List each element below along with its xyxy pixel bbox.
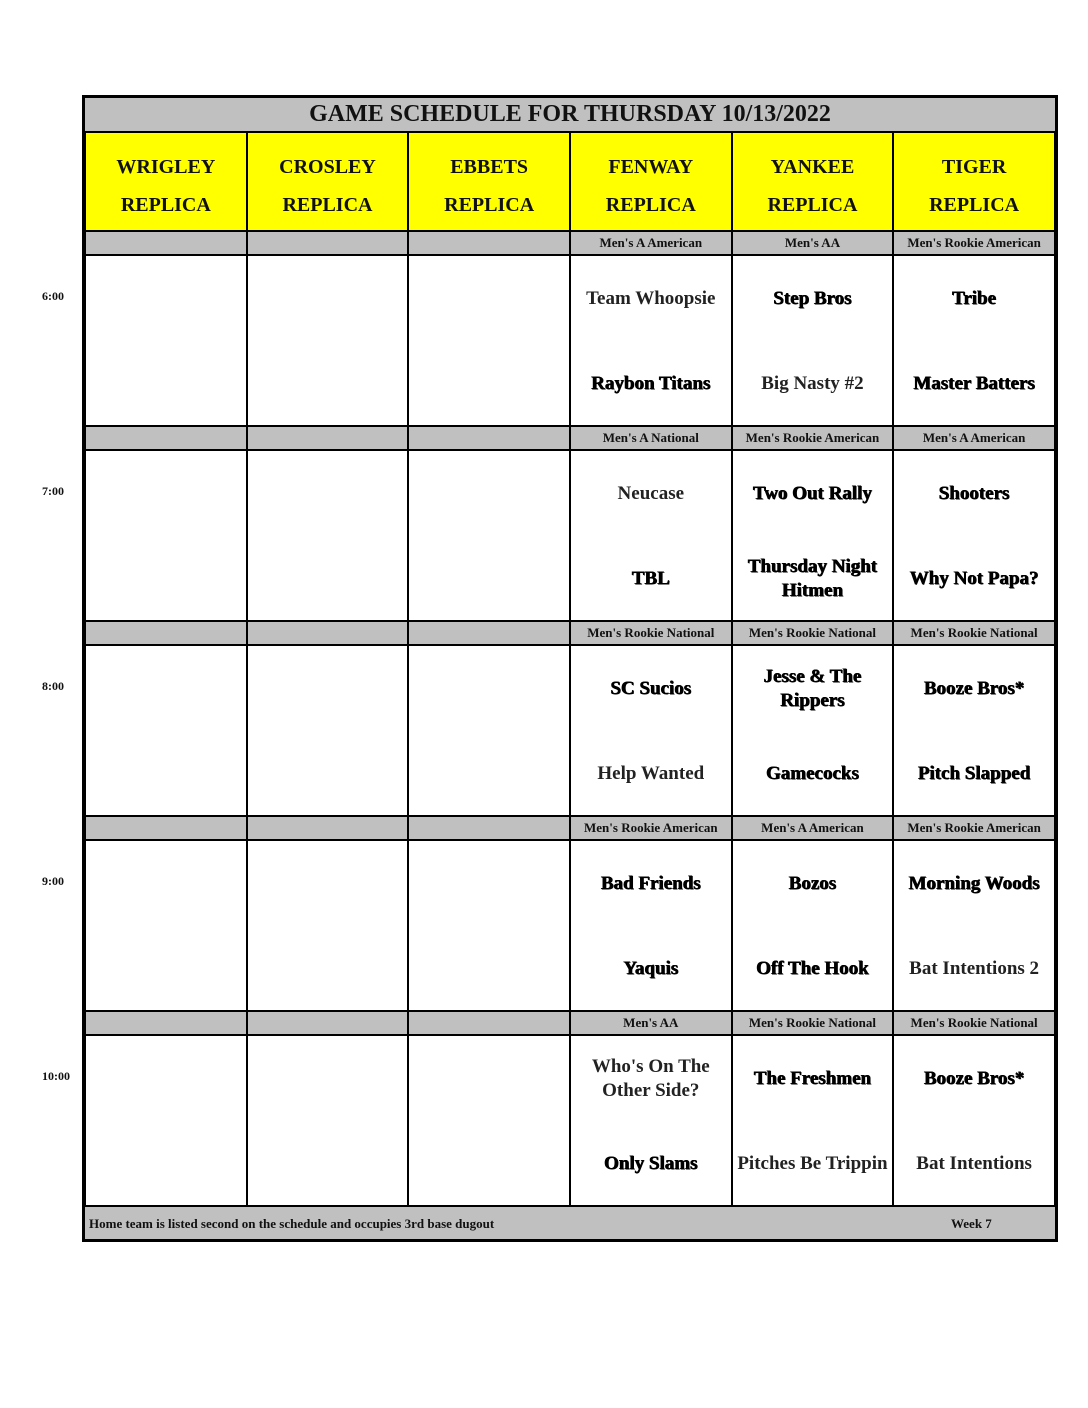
field-subtitle: REPLICA [767,194,858,216]
field-subtitle: REPLICA [120,194,211,216]
game-cell [732,840,894,1011]
league-label [85,1011,247,1035]
league-label: Men's Rookie American [893,231,1055,255]
league-row [85,816,1055,840]
time-label: 9:00 [42,874,64,888]
league-label: Men's Rookie National [893,1011,1055,1035]
away-team: SC Sucios [610,678,692,699]
game-cell [732,645,894,816]
away-team: Morning Woods [908,873,1040,894]
away-team: Bozos [788,873,837,894]
away-team: Neucase [617,483,685,504]
league-row [85,621,1055,645]
empty-game-cell [408,450,570,621]
away-team: Step Bros [773,288,852,309]
field-header-tiger [893,132,1055,231]
league-label: Men's Rookie National [732,621,894,645]
away-team: Jesse & The Rippers [763,666,862,711]
league-label [247,621,409,645]
league-label [85,816,247,840]
game-cell [570,255,732,426]
game-row [85,645,1055,816]
home-team: Gamecocks [766,763,859,784]
game-cell [570,840,732,1011]
empty-game-cell [247,840,409,1011]
home-team: Thursday Night Hitmen [747,556,878,601]
away-team: Two Out Rally [752,483,872,504]
away-team: Booze Bros* [923,678,1025,699]
league-row [85,426,1055,450]
field-header-row [85,132,1055,231]
empty-game-cell [408,255,570,426]
league-label: Men's A American [570,231,732,255]
league-label [247,426,409,450]
away-team: Team Whoopsie [586,288,716,309]
game-cell [570,1035,732,1206]
time-label: 8:00 [42,679,64,693]
game-cell [732,255,894,426]
away-team: Booze Bros* [923,1068,1025,1089]
league-label: Men's AA [732,231,894,255]
game-cell [732,1035,894,1206]
game-cell [570,450,732,621]
away-team: Tribe [952,288,997,309]
empty-game-cell [408,840,570,1011]
time-label: 6:00 [42,289,64,303]
league-label [408,426,570,450]
league-label [247,1011,409,1035]
league-label [85,621,247,645]
time-label: 10:00 [42,1069,70,1083]
league-label: Men's A National [570,426,732,450]
league-label [408,231,570,255]
home-team: Only Slams [604,1153,698,1174]
home-team: Why Not Papa? [909,568,1039,589]
footer-note: Home team is listed second on the schedule and occupies 3rd base dugout [89,1216,495,1231]
field-subtitle: REPLICA [929,194,1020,216]
game-cell [893,840,1055,1011]
field-header-crosley [247,132,409,231]
league-label: Men's A American [893,426,1055,450]
league-label: Men's Rookie American [732,426,894,450]
league-label [408,816,570,840]
field-header-ebbets [408,132,570,231]
home-team: Pitches Be Trippin [737,1153,888,1174]
home-team: Off The Hook [756,958,869,979]
league-label: Men's Rookie National [732,1011,894,1035]
league-label [408,1011,570,1035]
game-cell [893,255,1055,426]
field-header-wrigley [85,132,247,231]
field-subtitle: REPLICA [605,194,696,216]
home-team: TBL [631,568,670,589]
field-name: TIGER [941,156,1007,178]
empty-game-cell [85,1035,247,1206]
empty-game-cell [247,1035,409,1206]
empty-game-cell [85,840,247,1011]
away-team: The Freshmen [753,1068,872,1089]
home-team: Master Batters [913,373,1035,394]
home-team: Help Wanted [597,763,705,784]
empty-game-cell [85,645,247,816]
home-team: Bat Intentions 2 [909,958,1040,979]
home-team: Pitch Slapped [917,763,1031,784]
league-label [85,426,247,450]
league-label: Men's A American [732,816,894,840]
field-header-fenway [570,132,732,231]
home-team: Bat Intentions [916,1153,1032,1174]
game-row [85,1035,1055,1206]
field-name: FENWAY [608,156,694,178]
schedule-title: GAME SCHEDULE FOR THURSDAY 10/13/2022 [85,98,1055,132]
game-cell [893,1035,1055,1206]
field-subtitle: REPLICA [444,194,535,216]
empty-game-cell [85,255,247,426]
league-label [408,621,570,645]
game-cell [893,450,1055,621]
league-label [247,231,409,255]
game-cell [732,450,894,621]
time-label: 7:00 [42,484,64,498]
empty-game-cell [408,1035,570,1206]
footer-bar [85,1206,1055,1239]
game-row [85,450,1055,621]
away-team: Who's On The Other Side? [591,1056,710,1101]
home-team: Yaquis [623,958,679,979]
schedule-table [82,95,1058,1242]
home-team: Raybon Titans [591,373,711,394]
field-name: EBBETS [450,156,529,178]
league-label [247,816,409,840]
home-team: Big Nasty #2 [761,373,864,394]
game-cell [570,645,732,816]
league-label: Men's AA [570,1011,732,1035]
league-label: Men's Rookie National [893,621,1055,645]
field-name: WRIGLEY [116,156,216,178]
empty-game-cell [408,645,570,816]
game-cell [893,645,1055,816]
empty-game-cell [247,450,409,621]
league-label: Men's Rookie National [570,621,732,645]
field-name: YANKEE [770,156,855,178]
game-row [85,255,1055,426]
week-label: Week 7 [951,1216,992,1231]
league-label [85,231,247,255]
field-name: CROSLEY [279,156,376,178]
empty-game-cell [247,645,409,816]
field-header-yankee [732,132,894,231]
league-label: Men's Rookie American [570,816,732,840]
game-row [85,840,1055,1011]
league-row [85,231,1055,255]
empty-game-cell [85,450,247,621]
empty-game-cell [247,255,409,426]
away-team: Shooters [938,483,1010,504]
league-label: Men's Rookie American [893,816,1055,840]
league-row [85,1011,1055,1035]
away-team: Bad Friends [600,873,701,894]
field-subtitle: REPLICA [282,194,373,216]
